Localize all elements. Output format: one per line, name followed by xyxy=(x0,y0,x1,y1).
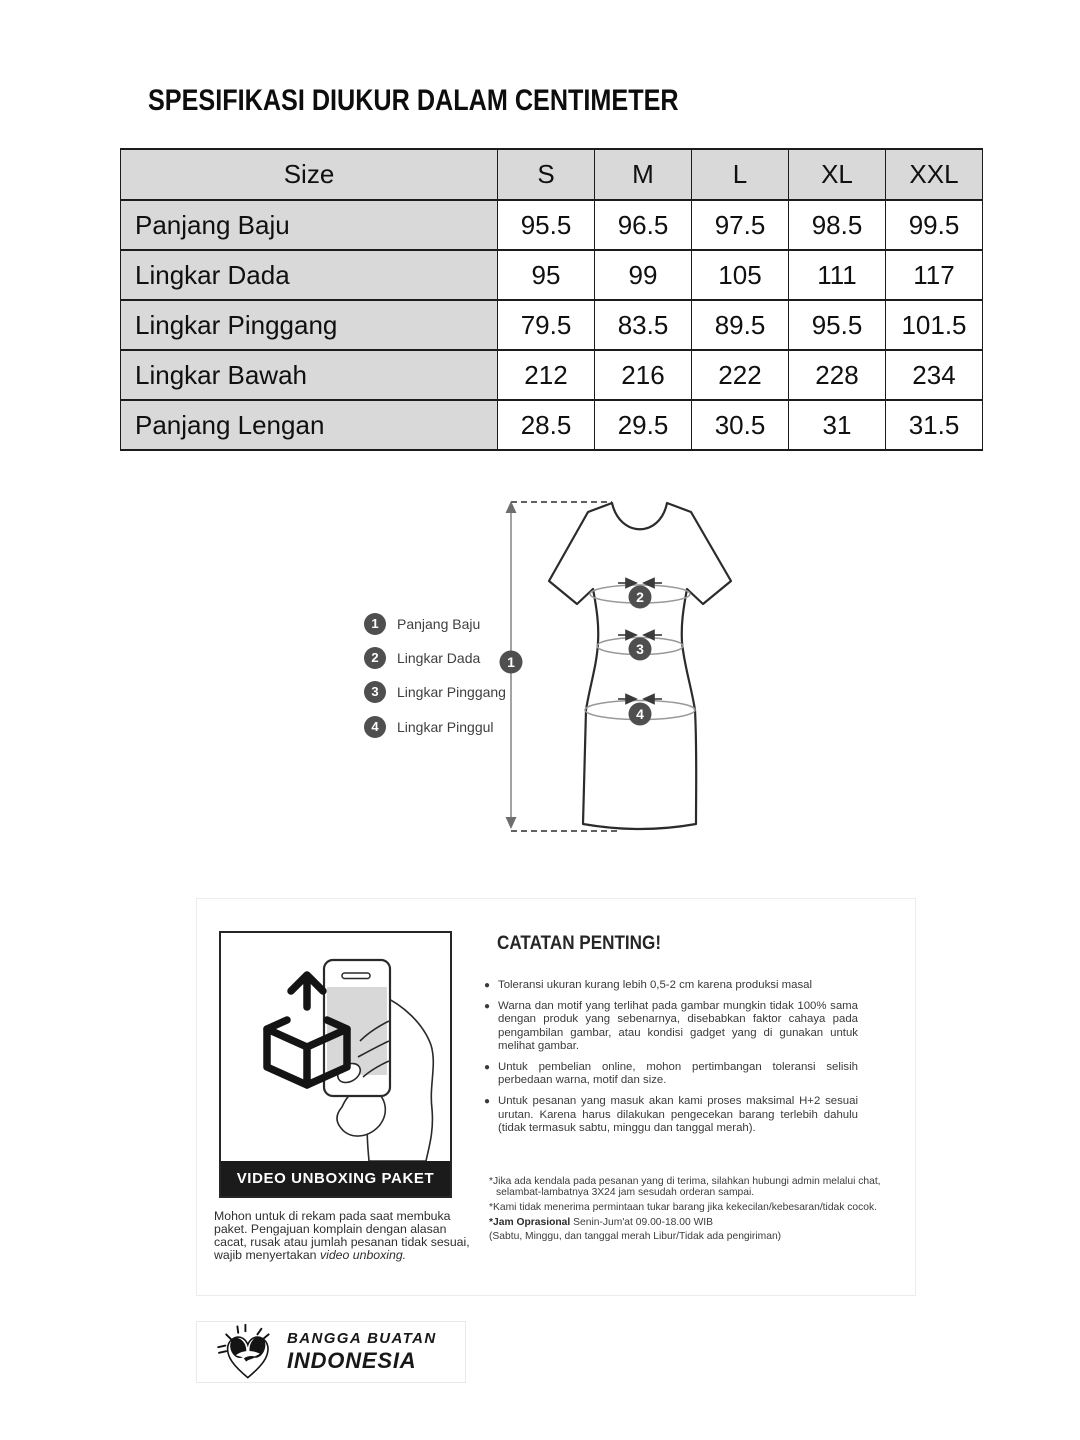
size-row-label: Lingkar Bawah xyxy=(121,350,498,400)
marker-hip-number: 4 xyxy=(636,706,644,722)
legend-number-badge: 1 xyxy=(364,613,386,635)
size-col-header: XXL xyxy=(886,149,983,200)
legend-item xyxy=(364,716,494,738)
size-value-cell: 105 xyxy=(692,250,789,300)
bullet-icon: ● xyxy=(484,1000,491,1012)
legend-item xyxy=(364,613,480,635)
dress-measurement-diagram xyxy=(340,470,780,880)
unboxing-illustration xyxy=(221,933,450,1161)
size-value-cell: 101.5 xyxy=(886,300,983,350)
size-value-cell: 216 xyxy=(595,350,692,400)
size-spec-table xyxy=(120,148,983,451)
footnote: *Jam Oprasional Senin-Jum'at 09.00-18.00 WIB xyxy=(489,1216,714,1228)
footnote: (Sabtu, Minggu, dan tanggal merah Libur/Tidak ada pengiriman) xyxy=(489,1231,782,1243)
unboxing-note xyxy=(214,1210,470,1262)
logo-text xyxy=(287,1330,437,1374)
size-value-cell: 234 xyxy=(886,350,983,400)
heart-logo-icon xyxy=(215,1323,279,1381)
table-row xyxy=(121,250,983,300)
legend-item xyxy=(364,647,480,669)
size-value-cell: 228 xyxy=(789,350,886,400)
footnote: *Kami tidak menerima permintaan tukar barang jika kekecilan/kebesaran/tidak cocok. xyxy=(489,1201,878,1213)
logo-line2: INDONESIA xyxy=(287,1348,417,1373)
size-value-cell: 99.5 xyxy=(886,200,983,250)
size-col-header: XL xyxy=(789,149,886,200)
footnote: *Jika ada kendala pada pesanan yang di terima, silahkan hubungi admin melalui chat, selambat-lambatnya 3X24 jam sesudah orderan sampai. xyxy=(489,1176,881,1199)
size-value-cell: 111 xyxy=(789,250,886,300)
legend-label: Lingkar Pinggul xyxy=(397,719,494,735)
size-row-label: Lingkar Dada xyxy=(121,250,498,300)
legend-number-badge: 4 xyxy=(364,716,386,738)
important-notes-list xyxy=(484,979,858,1143)
size-value-cell: 31 xyxy=(789,400,886,450)
size-value-cell: 79.5 xyxy=(498,300,595,350)
note-bullet: ● Untuk pesanan yang masuk akan kami proses maksimal H+2 sesuai urutan. Karena harus dilakukan pengecekan barang terlebih dahulu (tidak termasuk sabtu, minggu dan tanggal merah). xyxy=(484,1095,858,1135)
table-header-row xyxy=(121,149,983,200)
size-value-cell: 28.5 xyxy=(498,400,595,450)
bullet-icon: ● xyxy=(484,1062,491,1074)
bullet-icon: ● xyxy=(484,1096,491,1108)
size-value-cell: 212 xyxy=(498,350,595,400)
unboxing-banner: VIDEO UNBOXING PAKET xyxy=(221,1161,450,1196)
logo-line1: BANGGA BUATAN xyxy=(287,1330,437,1347)
legend-label: Lingkar Dada xyxy=(397,650,481,666)
size-value-cell: 89.5 xyxy=(692,300,789,350)
note-bullet: ● Untuk pembelian online, mohon pertimbangan toleransi selisih perbedaan warna, motif dan size. xyxy=(484,1061,858,1087)
size-row-label: Panjang Lengan xyxy=(121,400,498,450)
size-value-cell: 83.5 xyxy=(595,300,692,350)
size-value-cell: 95 xyxy=(498,250,595,300)
bullet-icon: ● xyxy=(484,980,491,991)
size-value-cell: 99 xyxy=(595,250,692,300)
size-row-label: Lingkar Pinggang xyxy=(121,300,498,350)
page-title: SPESIFIKASI DIUKUR DALAM CENTIMETER xyxy=(148,84,679,117)
size-value-cell: 222 xyxy=(692,350,789,400)
table-row xyxy=(121,300,983,350)
table-row xyxy=(121,200,983,250)
size-col-header: Size xyxy=(121,149,498,200)
size-value-cell: 98.5 xyxy=(789,200,886,250)
marker-waist-number: 3 xyxy=(636,641,644,657)
dress-outline xyxy=(549,503,731,829)
legend-item xyxy=(364,681,506,703)
size-value-cell: 31.5 xyxy=(886,400,983,450)
size-value-cell: 95.5 xyxy=(789,300,886,350)
legend-number-badge: 2 xyxy=(364,647,386,669)
footnotes xyxy=(489,1176,881,1246)
size-row-label: Panjang Baju xyxy=(121,200,498,250)
size-value-cell: 30.5 xyxy=(692,400,789,450)
size-value-cell: 97.5 xyxy=(692,200,789,250)
bangga-buatan-indonesia-logo xyxy=(196,1321,466,1383)
marker-chest-number: 2 xyxy=(636,589,644,605)
legend-label: Lingkar Pinggang xyxy=(397,684,506,700)
table-row xyxy=(121,350,983,400)
legend-number-badge: 3 xyxy=(364,681,386,703)
legend-label: Panjang Baju xyxy=(397,616,481,632)
marker-length-number: 1 xyxy=(507,654,515,670)
table-row xyxy=(121,400,983,450)
size-value-cell: 96.5 xyxy=(595,200,692,250)
size-value-cell: 29.5 xyxy=(595,400,692,450)
important-notes-title: CATATAN PENTING! xyxy=(497,933,662,954)
note-bullet: ● Toleransi ukuran kurang lebih 0,5-2 cm karena produksi masal xyxy=(484,979,813,991)
video-unboxing-box xyxy=(219,931,452,1198)
unboxing-note-text: Mohon untuk di rekam pada saat membuka paket. Pengajuan komplain dengan alasan cacat, rusak atau jumlah pesanan tidak sesuai, wajib menyertakan xyxy=(214,1209,470,1262)
unboxing-note-italic: video unboxing. xyxy=(319,1247,407,1262)
size-col-header: S xyxy=(498,149,595,200)
size-col-header: M xyxy=(595,149,692,200)
size-value-cell: 95.5 xyxy=(498,200,595,250)
size-col-header: L xyxy=(692,149,789,200)
note-bullet: ● Warna dan motif yang terlihat pada gambar mungkin tidak 100% sama dengan produk yang sebenarnya, disebabkan faktor cahaya pada pengambilan gambar, atau kondisi gadget yang di gunakan untuk melihat gambar. xyxy=(484,999,858,1053)
size-value-cell: 117 xyxy=(886,250,983,300)
